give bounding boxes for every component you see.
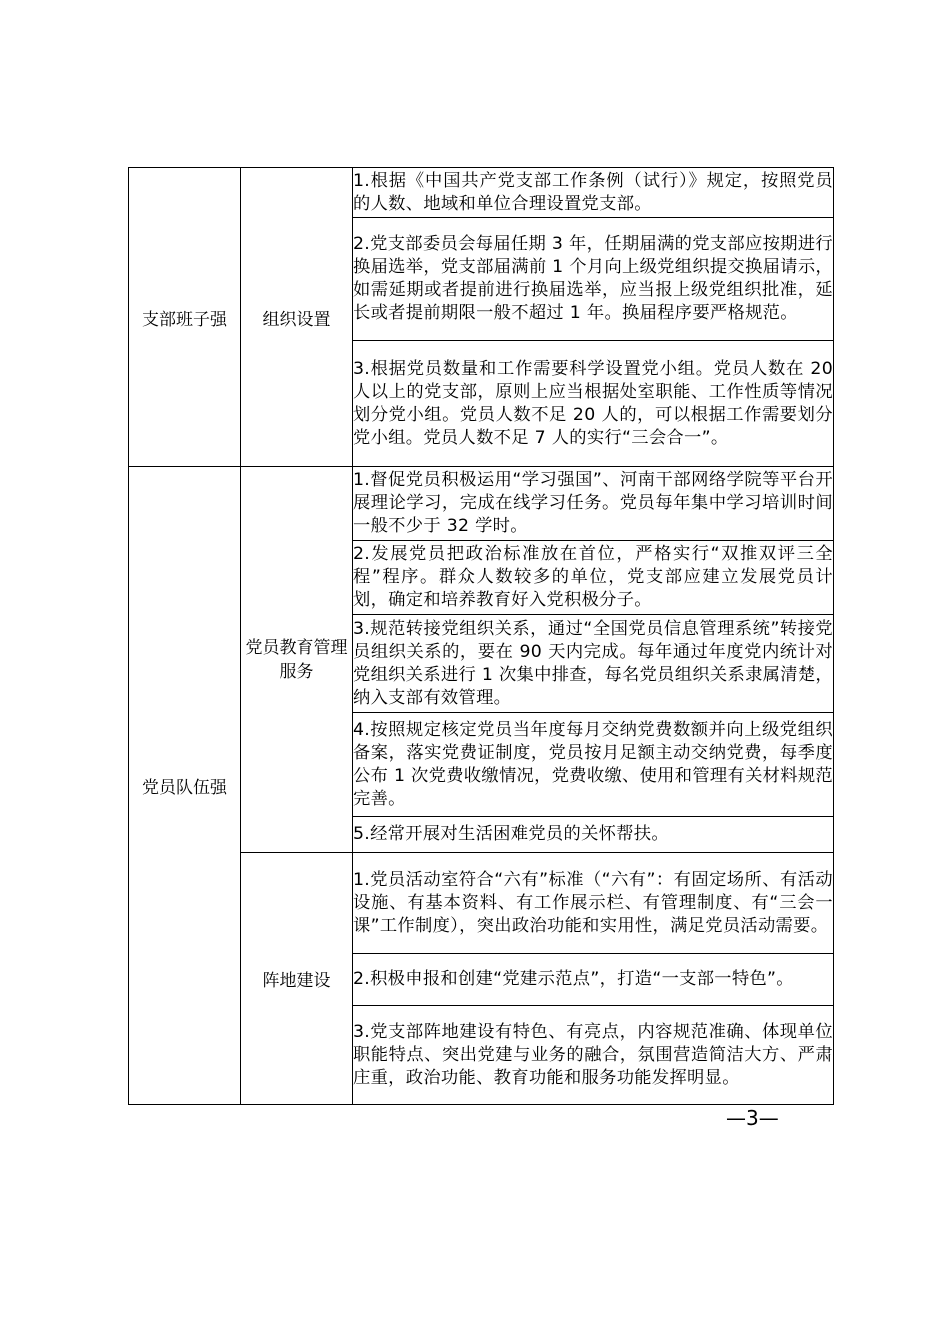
requirement-item: 2.党支部委员会每届任期 3 年，任期届满的党支部应按期进行换届选举，党支部届满前 1 个月向上级党组织提交换届请示，如需延期或者提前进行换届选举，应当报上级党组织批准，延长或者提前期限一般不超过 1 年。换届程序要严格规范。 — [353, 218, 834, 341]
requirement-item: 3.党支部阵地建设有特色、有亮点，内容规范准确、体现单位职能特点、突出党建与业务的融合，氛围营造简洁大方、严肃庄重，政治功能、教育功能和服务功能发挥明显。 — [353, 1006, 834, 1105]
table-row — [129, 168, 834, 218]
category-cell: 党员队伍强 — [129, 467, 241, 1105]
subcategory-cell: 组织设置 — [241, 168, 353, 467]
table-row — [129, 467, 834, 541]
subcategory-cell — [241, 467, 353, 853]
requirement-item: 5.经常开展对生活困难党员的关怀帮扶。 — [353, 817, 834, 853]
requirement-item: 1.党员活动室符合“六有”标准（“六有”：有固定场所、有活动设施、有基本资料、有工作展示栏、有管理制度、有“三会一课”工作制度），突出政治功能和实用性，满足党员活动需要。 — [353, 853, 834, 954]
standards-table — [128, 167, 834, 1105]
subcategory-cell: 阵地建设 — [241, 853, 353, 1105]
requirement-item: 2.积极申报和创建“党建示范点”，打造“一支部一特色”。 — [353, 954, 834, 1006]
requirement-item: 1.督促党员积极运用“学习强国”、河南干部网络学院等平台开展理论学习，完成在线学习任务。党员每年集中学习培训时间一般不少于 32 学时。 — [353, 467, 834, 541]
requirement-item: 1.根据《中国共产党支部工作条例（试行）》规定，按照党员的人数、地域和单位合理设置党支部。 — [353, 168, 834, 218]
category-cell: 支部班子强 — [129, 168, 241, 467]
requirement-item: 4.按照规定核定党员当年度每月交纳党费数额并向上级党组织备案，落实党费证制度，党员按月足额主动交纳党费，每季度公布 1 次党费收缴情况，党费收缴、使用和管理有关材料规范完善。 — [353, 713, 834, 817]
requirement-item: 3.规范转接党组织关系，通过“全国党员信息管理系统”转接党员组织关系的，要在 90 天内完成。每年通过年度党内统计对党组织关系进行 1 次集中排查，每名党员组织关系隶属清楚，纳入支部有效管理。 — [353, 615, 834, 713]
subcategory-label: 党员教育管理服务 — [245, 637, 348, 682]
requirement-item: 2.发展党员把政治标准放在首位，严格实行“双推双评三全程”程序。群众人数较多的单位，党支部应建立发展党员计划，确定和培养教育好入党积极分子。 — [353, 541, 834, 615]
page-number: —3— — [726, 1106, 779, 1130]
requirement-item: 3.根据党员数量和工作需要科学设置党小组。党员人数在 20 人以上的党支部，原则上应当根据处室职能、工作性质等情况划分党小组。党员人数不足 20 人的，可以根据工作需要划分党小组。党员人数不足 7 人的实行“三会合一”。 — [353, 341, 834, 467]
